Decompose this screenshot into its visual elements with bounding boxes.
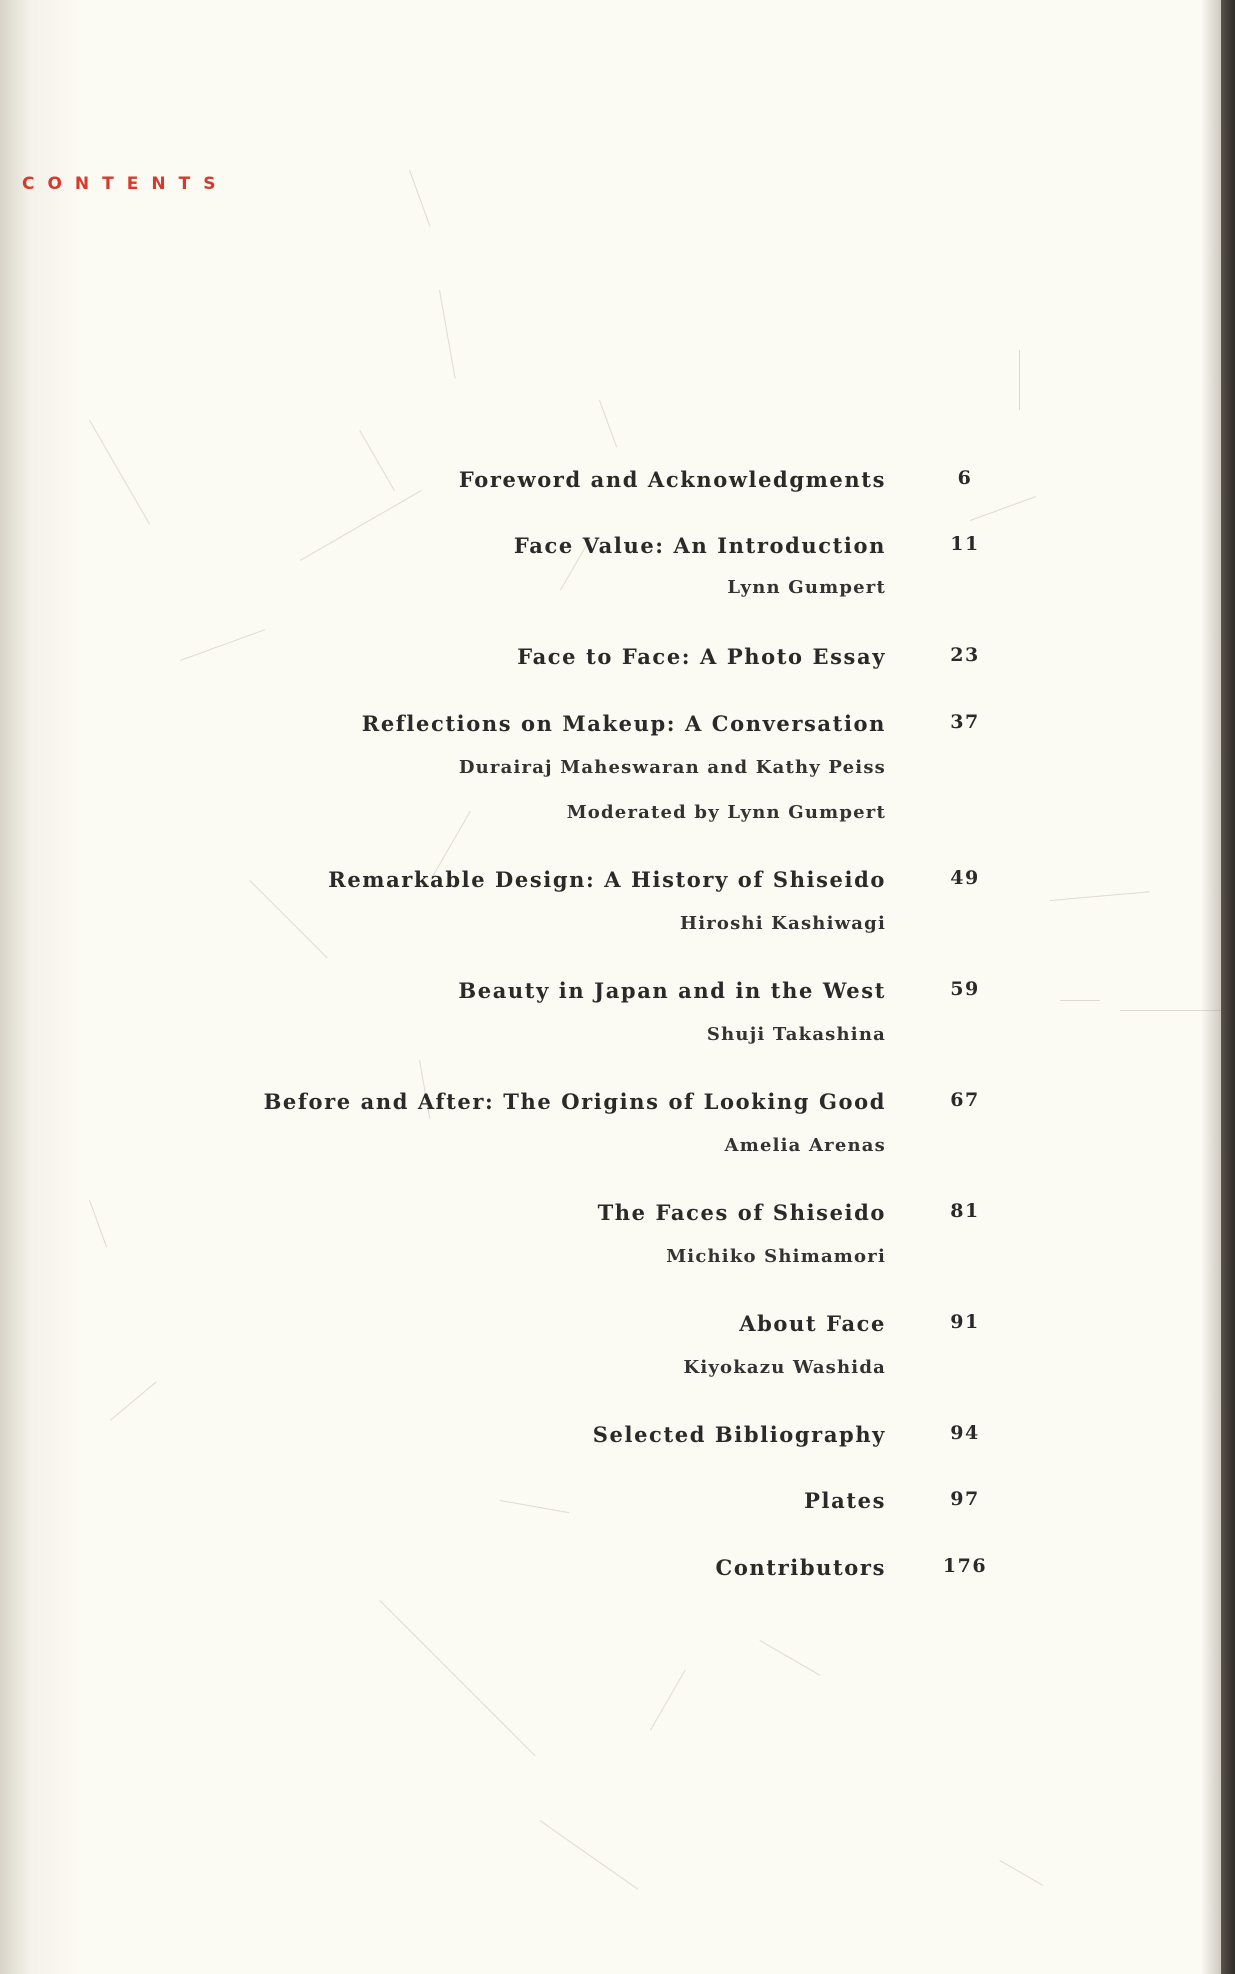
toc-entry-author: Kiyokazu Washida [683,1357,886,1378]
page-edge-shadow [1221,0,1235,1974]
paper-fiber [760,1640,821,1676]
toc-entry-title: Foreword and Acknowledgments [458,467,886,492]
toc-entry-author: Hiroshi Kashiwagi [679,913,886,934]
toc-entry-title: Remarkable Design: A History of Shiseido [328,867,886,892]
toc-entry-page: 49 [950,867,980,889]
toc-entry-author: Durairaj Maheswaran and Kathy Peiss [458,757,886,778]
toc-entry-page: 67 [950,1089,980,1111]
toc-entry-author: Michiko Shimamori [666,1246,886,1267]
toc-entry-page: 23 [950,644,980,666]
paper-fiber [359,430,395,491]
toc-entry-author: Shuji Takashina [706,1024,886,1045]
toc-entry-author: Lynn Gumpert [727,577,886,598]
toc-entry-page: 59 [950,978,980,1000]
paper-fiber [409,170,430,227]
toc-entry-title: The Faces of Shiseido [597,1200,886,1225]
contents-heading: CONTENTS [22,174,229,194]
toc-entry-title: Selected Bibliography [592,1422,886,1447]
toc-entry-page: 91 [950,1311,980,1333]
toc-entry-page: 94 [950,1422,980,1444]
toc-entry-title: Face Value: An Introduction [513,533,886,558]
toc-entry-title: Plates [804,1488,886,1513]
toc-entry-title: Beauty in Japan and in the West [458,978,886,1003]
paper-fiber [379,1600,535,1756]
paper-fiber [1120,1010,1221,1011]
paper-fiber [439,290,456,379]
toc-entry-page: 6 [957,467,973,489]
paper-fiber [1060,1000,1100,1001]
toc-entry-title: Contributors [715,1555,886,1580]
toc-entry-title: Reflections on Makeup: A Conversation [361,711,886,736]
paper-fiber [650,1669,686,1730]
paper-fiber [1050,891,1150,901]
toc-entry-page: 81 [950,1200,980,1222]
toc-entry-page: 37 [950,711,980,733]
toc-entry-title: About Face [739,1311,886,1336]
toc-entry-page: 97 [950,1488,980,1510]
toc-entry-page: 176 [942,1555,988,1577]
paper-fiber [500,1500,569,1513]
paper-fiber [1019,350,1020,410]
paper-fiber [1000,1860,1044,1886]
paper-fiber [89,1200,107,1247]
toc-entry-moderator: Moderated by Lynn Gumpert [566,802,886,823]
paper-fiber [110,1381,157,1420]
paper-fiber [970,496,1036,521]
paper-fiber [180,629,265,661]
paper-fiber [89,420,150,524]
toc-entry-author: Amelia Arenas [724,1135,886,1156]
paper-fiber [599,400,617,447]
paper-fiber [539,1820,638,1890]
toc-entry-title: Before and After: The Origins of Looking Good [263,1089,886,1114]
paper-fiber [300,490,422,561]
paper-fiber [249,880,327,958]
toc-entry-title: Face to Face: A Photo Essay [517,644,886,669]
toc-entry-page: 11 [950,533,980,555]
